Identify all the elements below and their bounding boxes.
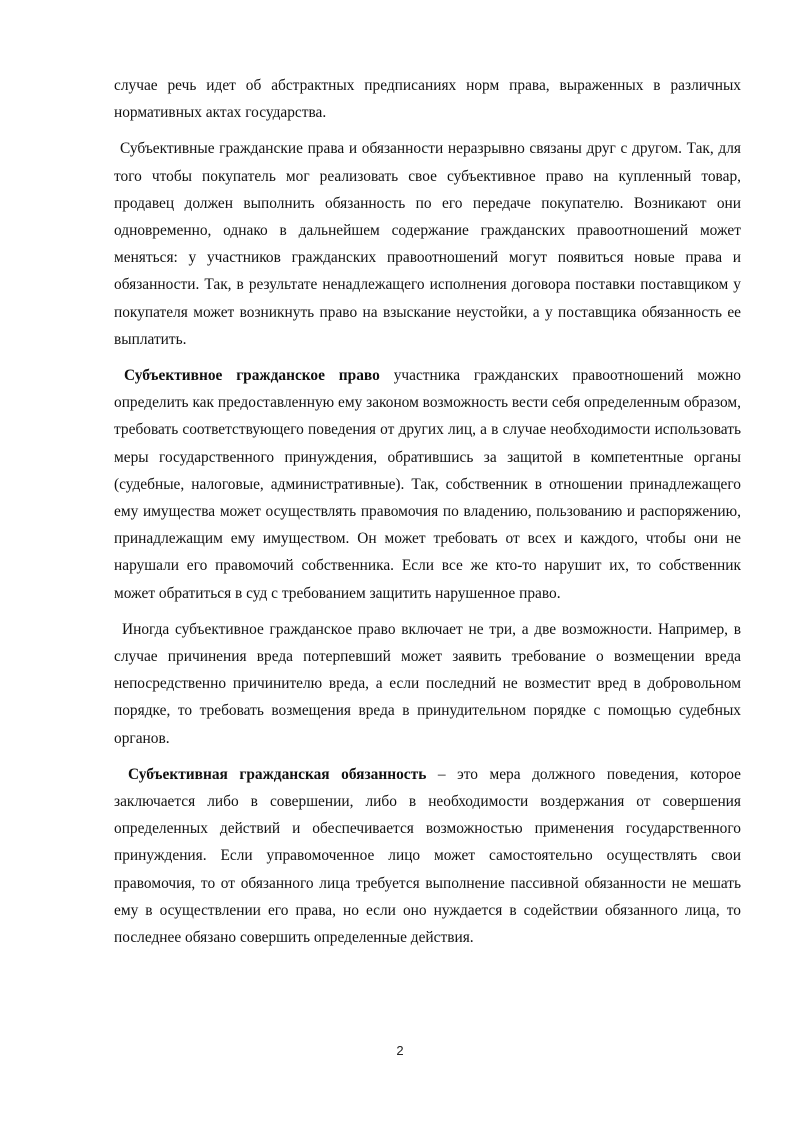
- document-body: [114, 72, 741, 951]
- page-number: 2: [396, 1043, 404, 1058]
- term-subjective-duty: Субъективная гражданская обязанность: [128, 765, 427, 783]
- term-subjective-right: Субъективное гражданское право: [124, 367, 380, 385]
- paragraph-subjective-right-text: участника гражданских правоотношений можно определить как предоставленную ему законом возможность вести себя определенным образом, требовать соответствующего поведения от других лиц, а в случае необходимости использовать меры государственного принуждения, обратившись за защитой в компетентные органы (судебные, налоговые, административные). Так, собственник в отношении принадлежащего ему имущества может осуществлять правомочия по владению, пользованию и распоряжению, принадлежащим ему имуществом. Он может требовать от всех и каждого, чтобы они не нарушали его правомочий собственника. Если все же кто-то нарушит их, то собственник может обратиться в суд с требованием защитить нарушенное право.: [114, 367, 741, 602]
- paragraph-subjective-right: [114, 362, 741, 607]
- paragraph-continuation: случае речь идет об абстрактных предписаниях норм права, выраженных в различных нормативных актах государства.: [114, 77, 741, 122]
- paragraph-rights-duties-link: Субъективные гражданские права и обязанности неразрывно связаны друг с другом. Так, для того чтобы покупатель мог реализовать свое субъективное право на купленный товар, продавец должен выполнить обязанность по его передаче покупателю. Возникают они одновременно, однако в дальнейшем содержание гражданских правоотношений может меняться: у участников гражданских правоотношений могут появиться новые права и обязанности. Так, в результате ненадлежащего исполнения договора поставки поставщиком у покупателя может возникнуть право на взыскание неустойки, а у поставщика обязанность ее выплатить.: [114, 140, 741, 348]
- paragraph-two-possibilities: Иногда субъективное гражданское право включает не три, а две возможности. Например, в случае причинения вреда потерпевший может заявить требование о возмещении вреда непосредственно причинителю вреда, а если последний не возместит вред в добровольном порядке, то требовать возмещения вреда в принудительном порядке с помощью судебных органов.: [114, 620, 741, 747]
- paragraph-subjective-duty: [114, 761, 741, 951]
- paragraph-subjective-duty-text: – это мера должного поведения, которое заключается либо в совершении, либо в необходимости воздержания от совершения определенных действий и обеспечивается возможностью применения государственного принуждения. Если управомоченное лицо может самостоятельно осуществлять свои правомочия, то от обязанного лица требуется выполнение пассивной обязанности не мешать ему в осуществлении его права, но если оно нуждается в содействии обязанного лица, то последнее обязано совершить определенные действия.: [114, 765, 741, 947]
